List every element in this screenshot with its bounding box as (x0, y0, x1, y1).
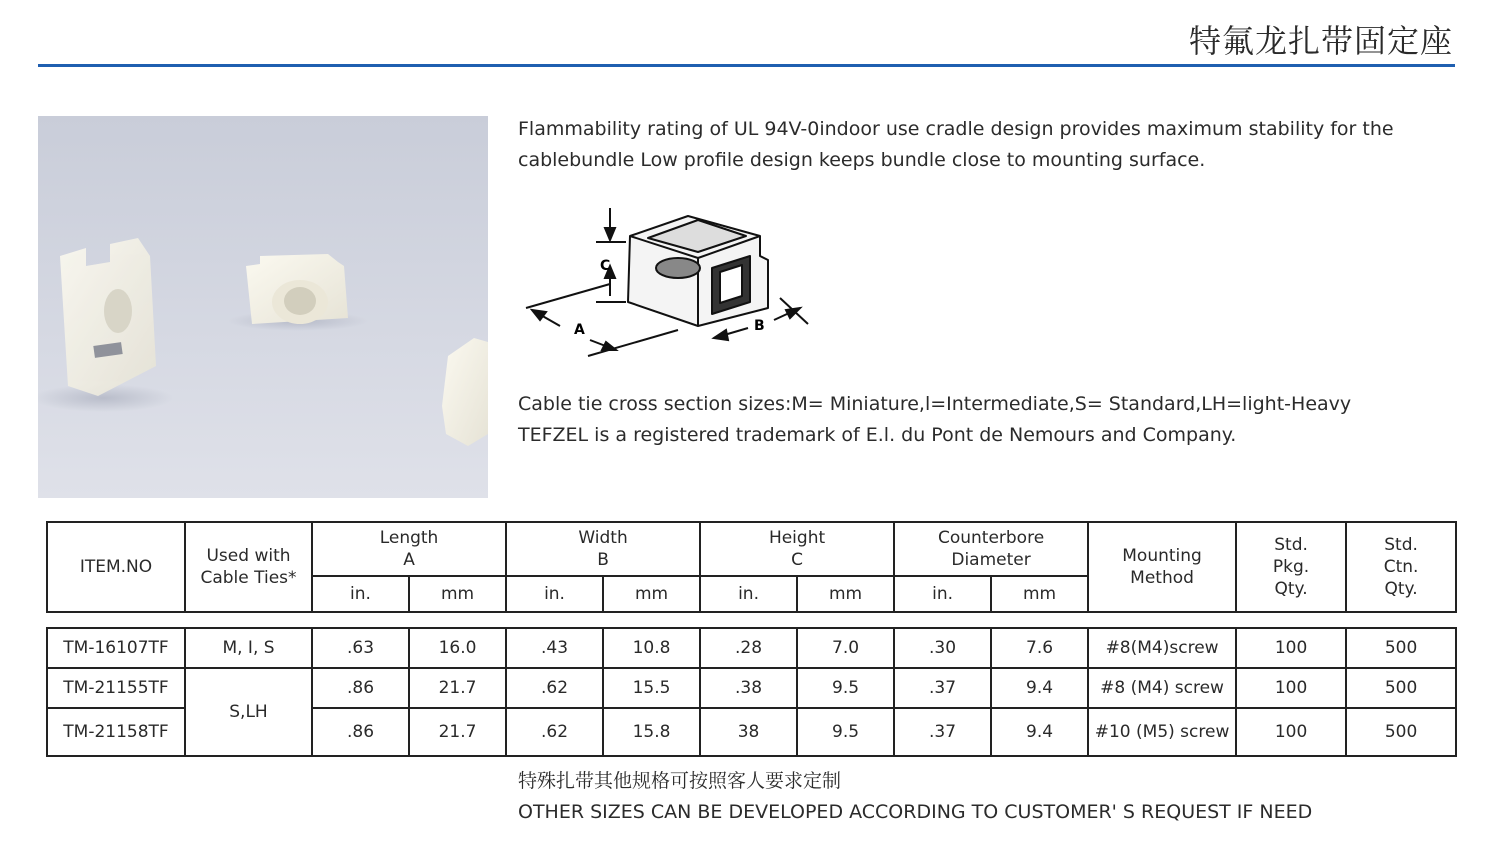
footer-notes (518, 766, 1312, 828)
cell-counterbore-in: .37 (894, 708, 991, 756)
description-line-2: cablebundle Low profile design keeps bundle close to mounting surface. (518, 149, 1206, 171)
cell-height-in: 38 (700, 708, 797, 756)
cell-width-mm: 15.5 (603, 668, 700, 708)
notes-line-2: TEFZEL is a registered trademark of E.l. du Pont de Nemours and Company. (518, 424, 1237, 446)
cell-mounting: #8(M4)screw (1088, 628, 1236, 668)
cell-ctn-qty: 500 (1346, 668, 1456, 708)
notes-line-1: Cable tie cross section sizes:M= Miniature,l=Intermediate,S= Standard,LH=light-Heavy (518, 393, 1352, 415)
unit-mm: mm (797, 576, 894, 612)
cell-width-mm: 15.8 (603, 708, 700, 756)
header-ctn-qty: Std. Ctn. Qty. (1346, 522, 1456, 612)
cell-width-in: .62 (506, 668, 603, 708)
dimension-diagram (518, 198, 828, 358)
cell-pkg-qty: 100 (1236, 668, 1346, 708)
unit-in: in. (894, 576, 991, 612)
cell-width-mm: 10.8 (603, 628, 700, 668)
cell-counterbore-in: .30 (894, 628, 991, 668)
unit-mm: mm (991, 576, 1088, 612)
product-description (518, 114, 1458, 176)
unit-in: in. (312, 576, 409, 612)
cell-pkg-qty: 100 (1236, 708, 1346, 756)
cell-used-with: S,LH (185, 668, 312, 756)
product-photo-illustration (38, 116, 488, 498)
cell-length-in: .86 (312, 668, 409, 708)
table-gap (47, 612, 1456, 628)
label-c: C (600, 258, 611, 274)
cell-length-mm: 16.0 (409, 628, 506, 668)
cell-ctn-qty: 500 (1346, 628, 1456, 668)
cell-height-mm: 9.5 (797, 668, 894, 708)
cell-length-in: .86 (312, 708, 409, 756)
cell-width-in: .43 (506, 628, 603, 668)
footer-line-cn: 特殊扎带其他规格可按照客人要求定制 (518, 770, 842, 792)
header-used-with: Used with Cable Ties* (185, 522, 312, 612)
label-a: A (574, 322, 585, 338)
cell-height-mm: 7.0 (797, 628, 894, 668)
cell-mounting: #10 (M5) screw (1088, 708, 1236, 756)
cell-height-in: .38 (700, 668, 797, 708)
cell-width-in: .62 (506, 708, 603, 756)
cell-counterbore-mm: 7.6 (991, 628, 1088, 668)
cell-item: TM-16107TF (47, 628, 185, 668)
cell-item: TM-21158TF (47, 708, 185, 756)
unit-in: in. (506, 576, 603, 612)
cell-item: TM-21155TF (47, 668, 185, 708)
label-b: B (754, 318, 765, 334)
cell-length-in: .63 (312, 628, 409, 668)
cell-ctn-qty: 500 (1346, 708, 1456, 756)
header-counterbore: Counterbore Diameter (894, 522, 1088, 576)
header-pkg-qty: Std. Pkg. Qty. (1236, 522, 1346, 612)
cell-counterbore-in: .37 (894, 668, 991, 708)
table-row (47, 628, 1456, 668)
cell-mounting: #8 (M4) screw (1088, 668, 1236, 708)
unit-mm: mm (603, 576, 700, 612)
page-title: 特氟龙扎带固定座 (1188, 22, 1453, 60)
header-mounting: Mounting Method (1088, 522, 1236, 612)
cell-height-mm: 9.5 (797, 708, 894, 756)
cell-length-mm: 21.7 (409, 668, 506, 708)
cell-used-with: M, I, S (185, 628, 312, 668)
header-row-1 (47, 522, 1456, 576)
dimension-drawing (518, 198, 828, 358)
header-item-no: ITEM.NO (47, 522, 185, 612)
cell-length-mm: 21.7 (409, 708, 506, 756)
cell-counterbore-mm: 9.4 (991, 668, 1088, 708)
unit-mm: mm (409, 576, 506, 612)
cell-counterbore-mm: 9.4 (991, 708, 1088, 756)
header-height: Height C (700, 522, 894, 576)
table-row (47, 668, 1456, 708)
footer-line-en: OTHER SIZES CAN BE DEVELOPED ACCORDING TO CUSTOMER' S REQUEST IF NEED (518, 801, 1313, 823)
description-line-1: Flammability rating of UL 94V-0indoor use cradle design provides maximum stability for the (518, 118, 1394, 140)
header-rule (38, 64, 1455, 67)
unit-in: in. (700, 576, 797, 612)
product-notes (518, 389, 1351, 451)
cell-height-in: .28 (700, 628, 797, 668)
spec-table (46, 521, 1457, 757)
cell-pkg-qty: 100 (1236, 628, 1346, 668)
header-width: Width B (506, 522, 700, 576)
product-photo (38, 116, 488, 498)
header-length: Length A (312, 522, 506, 576)
